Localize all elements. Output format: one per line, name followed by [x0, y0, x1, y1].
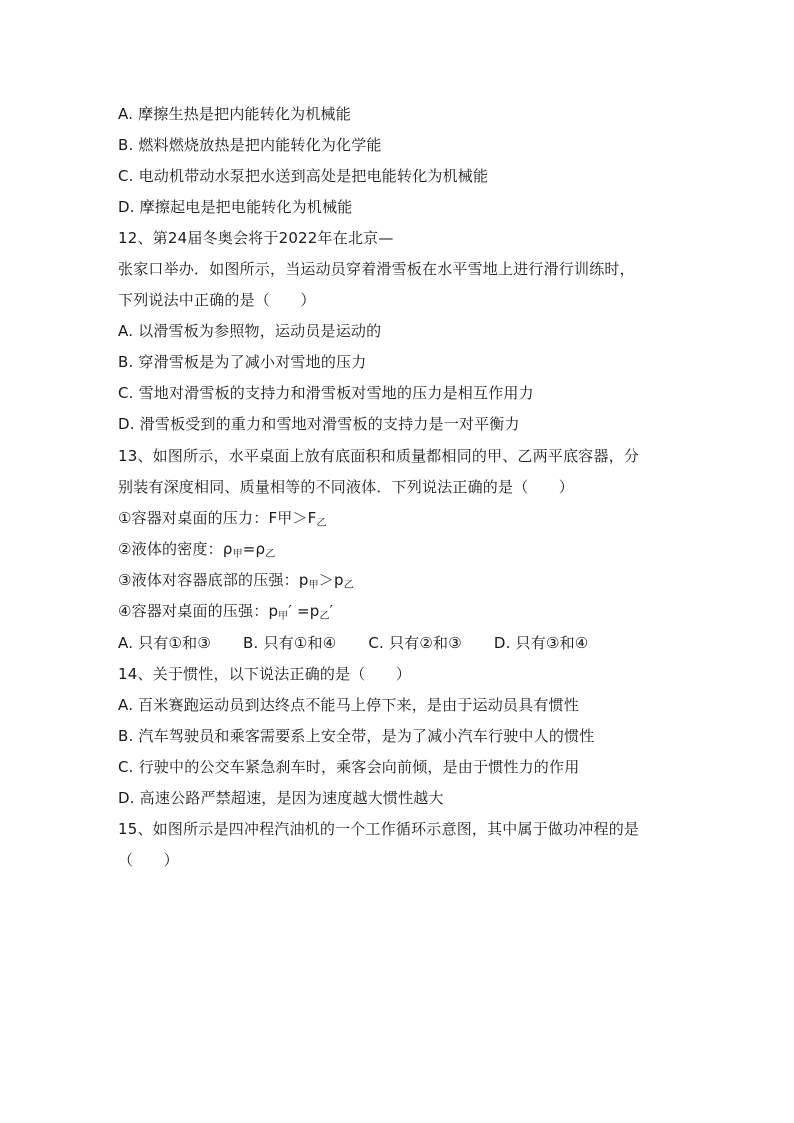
statement-4-mid: ′ =p — [288, 602, 320, 620]
q13-options — [118, 633, 588, 653]
subscript: 甲 — [308, 580, 319, 591]
statement-4-end: ′ — [329, 602, 334, 620]
subscript: 甲 — [232, 549, 243, 560]
q13-statement-1 — [118, 508, 327, 534]
q12-stem-line2: 张家口举办．如图所示，当运动员穿着滑雪板在水平雪地上进行滑行训练时， — [118, 260, 635, 278]
q12-option-b: B. 穿滑雪板是为了减小对雪地的压力 — [118, 353, 367, 371]
q13-option-a: A. 只有①和③ — [118, 634, 212, 652]
q13-statement-3 — [118, 570, 354, 596]
q13-statement-4 — [118, 601, 333, 627]
q12-stem-line3: 下列说法中正确的是（ ） — [118, 291, 316, 309]
q11-option-c: C. 电动机带动水泵把水送到高处是把电能转化为机械能 — [118, 167, 489, 185]
q13-stem-line1: 13、如图所示，水平桌面上放有底面积和质量都相同的甲、乙两平底容器，分 — [118, 447, 640, 465]
q12-stem-line1: 12、第24届冬奥会将于2022年在北京— — [118, 229, 394, 247]
statement-1-text: ①容器对桌面的压力：F甲＞F — [118, 509, 317, 527]
subscript: 乙 — [319, 611, 330, 622]
subscript: 甲 — [278, 611, 289, 622]
q11-option-d: D. 摩擦起电是把电能转化为机械能 — [118, 198, 353, 216]
statement-4-text: ④容器对桌面的压强：p — [118, 602, 279, 620]
q11-option-a: A. 摩擦生热是把内能转化为机械能 — [118, 105, 351, 123]
subscript: 乙 — [265, 549, 276, 560]
q13-option-b: B. 只有①和④ — [243, 634, 337, 652]
q14-option-b: B. 汽车驾驶员和乘客需要系上安全带，是为了减小汽车行驶中人的惯性 — [118, 727, 595, 745]
q12-option-a: A. 以滑雪板为参照物，运动员是运动的 — [118, 322, 382, 340]
subscript: 乙 — [343, 580, 354, 591]
statement-2-text: ②液体的密度：ρ — [118, 540, 233, 558]
subscript: 乙 — [316, 518, 327, 529]
q15-stem-line2: （ ） — [118, 851, 179, 869]
q15-stem-line1: 15、如图所示是四冲程汽油机的一个工作循环示意图，其中属于做功冲程的是 — [118, 820, 640, 838]
q14-option-d: D. 高速公路严禁超速，是因为速度越大惯性越大 — [118, 789, 444, 807]
q13-stem-line2: 别装有深度相同、质量相等的不同液体．下列说法正确的是（ ） — [118, 478, 575, 496]
q14-option-a: A. 百米赛跑运动员到达终点不能马上停下来，是由于运动员具有惯性 — [118, 696, 579, 714]
q14-stem: 14、关于惯性，以下说法正确的是（ ） — [118, 665, 412, 683]
q12-option-d: D. 滑雪板受到的重力和雪地对滑雪板的支持力是一对平衡力 — [118, 415, 520, 433]
q13-option-d: D. 只有③和④ — [493, 634, 589, 652]
q13-option-c: C. 只有②和③ — [368, 634, 462, 652]
statement-3-mid: ＞p — [318, 571, 344, 589]
q13-statement-2 — [118, 539, 275, 565]
q12-option-c: C. 雪地对滑雪板的支持力和滑雪板对雪地的压力是相互作用力 — [118, 384, 534, 402]
statement-3-text: ③液体对容器底部的压强：p — [118, 571, 309, 589]
statement-2-mid: =ρ — [242, 540, 266, 558]
q11-option-b: B. 燃料燃烧放热是把内能转化为化学能 — [118, 136, 382, 154]
q14-option-c: C. 行驶中的公交车紧急刹车时，乘客会向前倾，是由于惯性力的作用 — [118, 758, 580, 776]
